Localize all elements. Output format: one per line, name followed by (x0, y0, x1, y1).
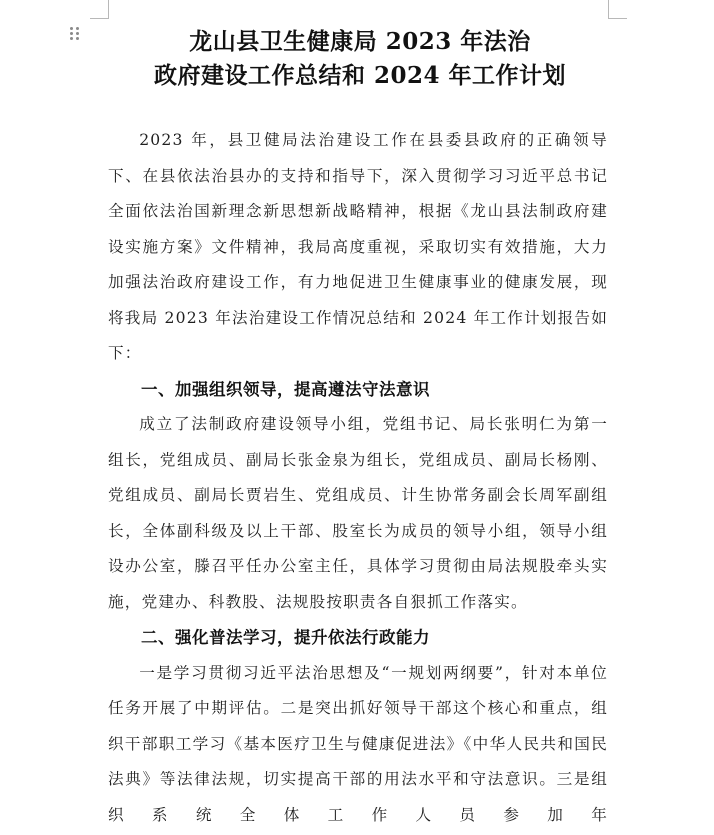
section-1-paragraph: 成立了法制政府建设领导小组，党组书记、局长张明仁为第一组长，党组成员、副局长张金泉为组长，党组成员、副局长杨刚、党组成员、副局长贾岩生、党组成员、计生协常务副会长周军副组长，全体副科级及以上干部、股室长为成员的领导小组，领导小组设办公室，滕召平任办公室主任，具体学习贯彻由局法规股牵头实施，党建办、科教股、法规股按职责各自狠抓工作落实。 (108, 415, 608, 611)
document-body (108, 123, 608, 833)
intro-paragraph: 2023 年，县卫健局法治建设工作在县委县政府的正确领导下、在县依法治县办的支持和指导下，深入贯彻学习习近平总书记全面依法治国新理念新思想新战略精神，根据《龙山县法制政府建设实施方案》文件精神，我局高度重视，采取切实有效措施，大力加强法治政府建设工作，有力地促进卫生健康事业的健康发展，现将我局 2023 年法治建设工作情况总结和 2024 年工作计划报告如下： (108, 131, 608, 362)
document-title-line-2: 政府建设工作总结和 2024 年工作计划 (153, 62, 567, 89)
document-title-line-1: 龙山县卫生健康局 2023 年法治 (189, 28, 531, 55)
page-corner-mark (608, 0, 627, 19)
section-1-heading: 一、加强组织领导，提高遵法守法意识 (141, 379, 430, 399)
table-move-handle-icon[interactable] (70, 27, 80, 41)
section-2-heading: 二、强化普法学习，提升依法行政能力 (141, 628, 430, 647)
page-corner-mark (90, 0, 109, 19)
section-2-paragraph: 一是学习贯彻习近平法治思想及“一规划两纲要”，针对本单位任务开展了中期评估。二是突出抓好领导干部这个核心和重点，组织干部职工学习《基本医疗卫生与健康促进法》《中华人民共和国民法典》等法律法规，切实提高干部的用法水平和守法意识。三是组织系统全体工作人员参加年 (108, 663, 608, 824)
